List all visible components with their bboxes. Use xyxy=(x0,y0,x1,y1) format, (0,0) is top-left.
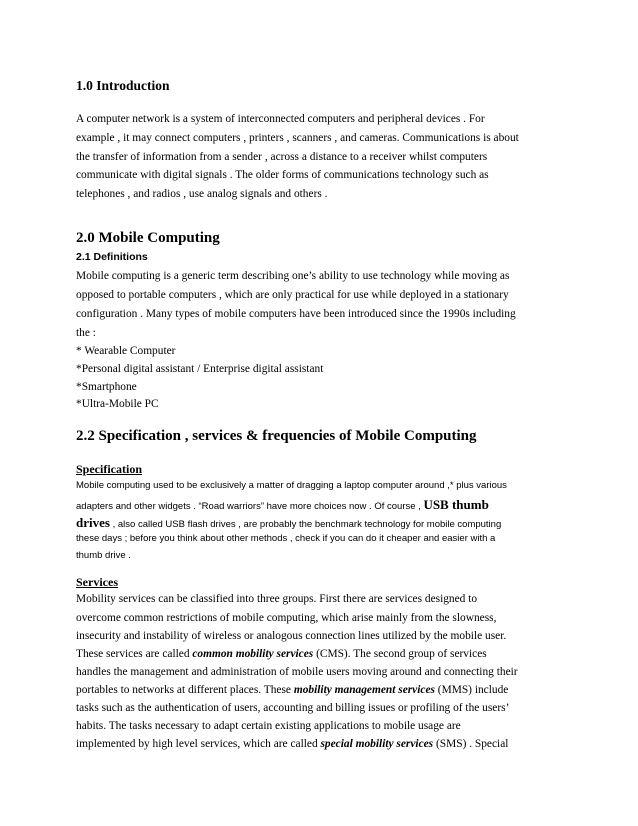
spec-line-2-text: adapters and other widgets . “Road warriors” have more choices now . Of course , xyxy=(76,501,424,512)
mobile-list-item-1: * Wearable Computer xyxy=(76,345,176,357)
services-line-9-a: implemented by high level services, which are called xyxy=(76,738,321,750)
mms-term: mobility management services xyxy=(293,684,435,696)
drives-emphasis: drives xyxy=(76,515,110,530)
services-line-9-c: (SMS) . Special xyxy=(433,738,509,750)
definitions-subheading: 2.1 Definitions xyxy=(76,251,148,263)
services-line-6 xyxy=(76,685,508,696)
spec-line-3-text: , also called USB flash drives , are probably the benchmark technology for mobile computing xyxy=(109,519,502,530)
services-line-4-c: (CMS). The second group of services xyxy=(313,648,487,660)
usb-thumb-emphasis: USB thumb xyxy=(423,497,489,512)
services-line-5: handles the management and administration of mobile users moving around and connecting their xyxy=(76,666,518,678)
intro-line-5: telephones , and radios , use analog signals and others . xyxy=(76,188,328,200)
services-line-3: insecurity and instability of wireless or analogous connection lines utilized by the mobile user. xyxy=(76,630,507,642)
intro-line-1: A computer network is a system of interconnected computers and peripheral devices . For xyxy=(76,113,485,125)
mobile-line-1: Mobile computing is a generic term describing one’s ability to use technology while moving as xyxy=(76,270,510,282)
services-line-2: overcome common restrictions of mobile computing, which arise mainly from the slowness, xyxy=(76,612,497,624)
cms-term: common mobility services xyxy=(192,648,314,660)
mobile-list-item-4: *Ultra-Mobile PC xyxy=(76,398,159,410)
mobile-list-item-2: *Personal digital assistant / Enterprise digital assistant xyxy=(76,363,324,375)
intro-line-4: communicate with digital signals . The older forms of communications technology such as xyxy=(76,169,489,181)
spec-line-4: these days ; before you think about other methods , check if you can do it cheaper and easier with a xyxy=(76,533,496,544)
spec-line-5: thumb drive . xyxy=(76,550,131,561)
services-line-6-c: (MMS) include xyxy=(434,684,509,696)
mobile-heading: 2.0 Mobile Computing xyxy=(76,230,220,246)
sms-term: special mobility services xyxy=(320,738,434,750)
spec-heading: 2.2 Specification , services & frequencies of Mobile Computing xyxy=(76,428,477,444)
intro-line-2: example , it may connect computers , printers , scanners , and cameras. Communications is about xyxy=(76,132,519,144)
services-label: Services xyxy=(76,575,118,589)
mobile-line-3: configuration . Many types of mobile computers have been introduced since the 1990s including xyxy=(76,308,516,320)
services-line-9 xyxy=(76,739,508,750)
mobile-line-2: opposed to portable computers , which are only practical for use while deployed in a stationary xyxy=(76,289,509,301)
spec-line-3 xyxy=(76,516,501,530)
services-line-1: Mobility services can be classified into three groups. First there are services designed to xyxy=(76,593,478,605)
intro-heading: 1.0 Introduction xyxy=(76,78,170,93)
mobile-line-4: the : xyxy=(76,327,96,339)
intro-line-3: the transfer of information from a sender , across a distance to a receiver whilst computers xyxy=(76,151,488,163)
services-line-8: habits. The tasks necessary to adapt certain existing applications to mobile usage are xyxy=(76,720,461,732)
services-line-4 xyxy=(76,649,487,660)
services-line-4-a: These services are called xyxy=(76,648,193,660)
spec-line-1: Mobile computing used to be exclusively a matter of dragging a laptop computer around ,* plus various xyxy=(76,480,507,491)
services-line-7: tasks such as the authentication of users, accounting and billing issues or profiling of the users’ xyxy=(76,702,510,714)
spec-line-2 xyxy=(76,498,489,512)
services-line-6-a: portables to networks at different places. These xyxy=(76,684,294,696)
mobile-list-item-3: *Smartphone xyxy=(76,381,137,393)
specification-label: Specification xyxy=(76,462,142,476)
